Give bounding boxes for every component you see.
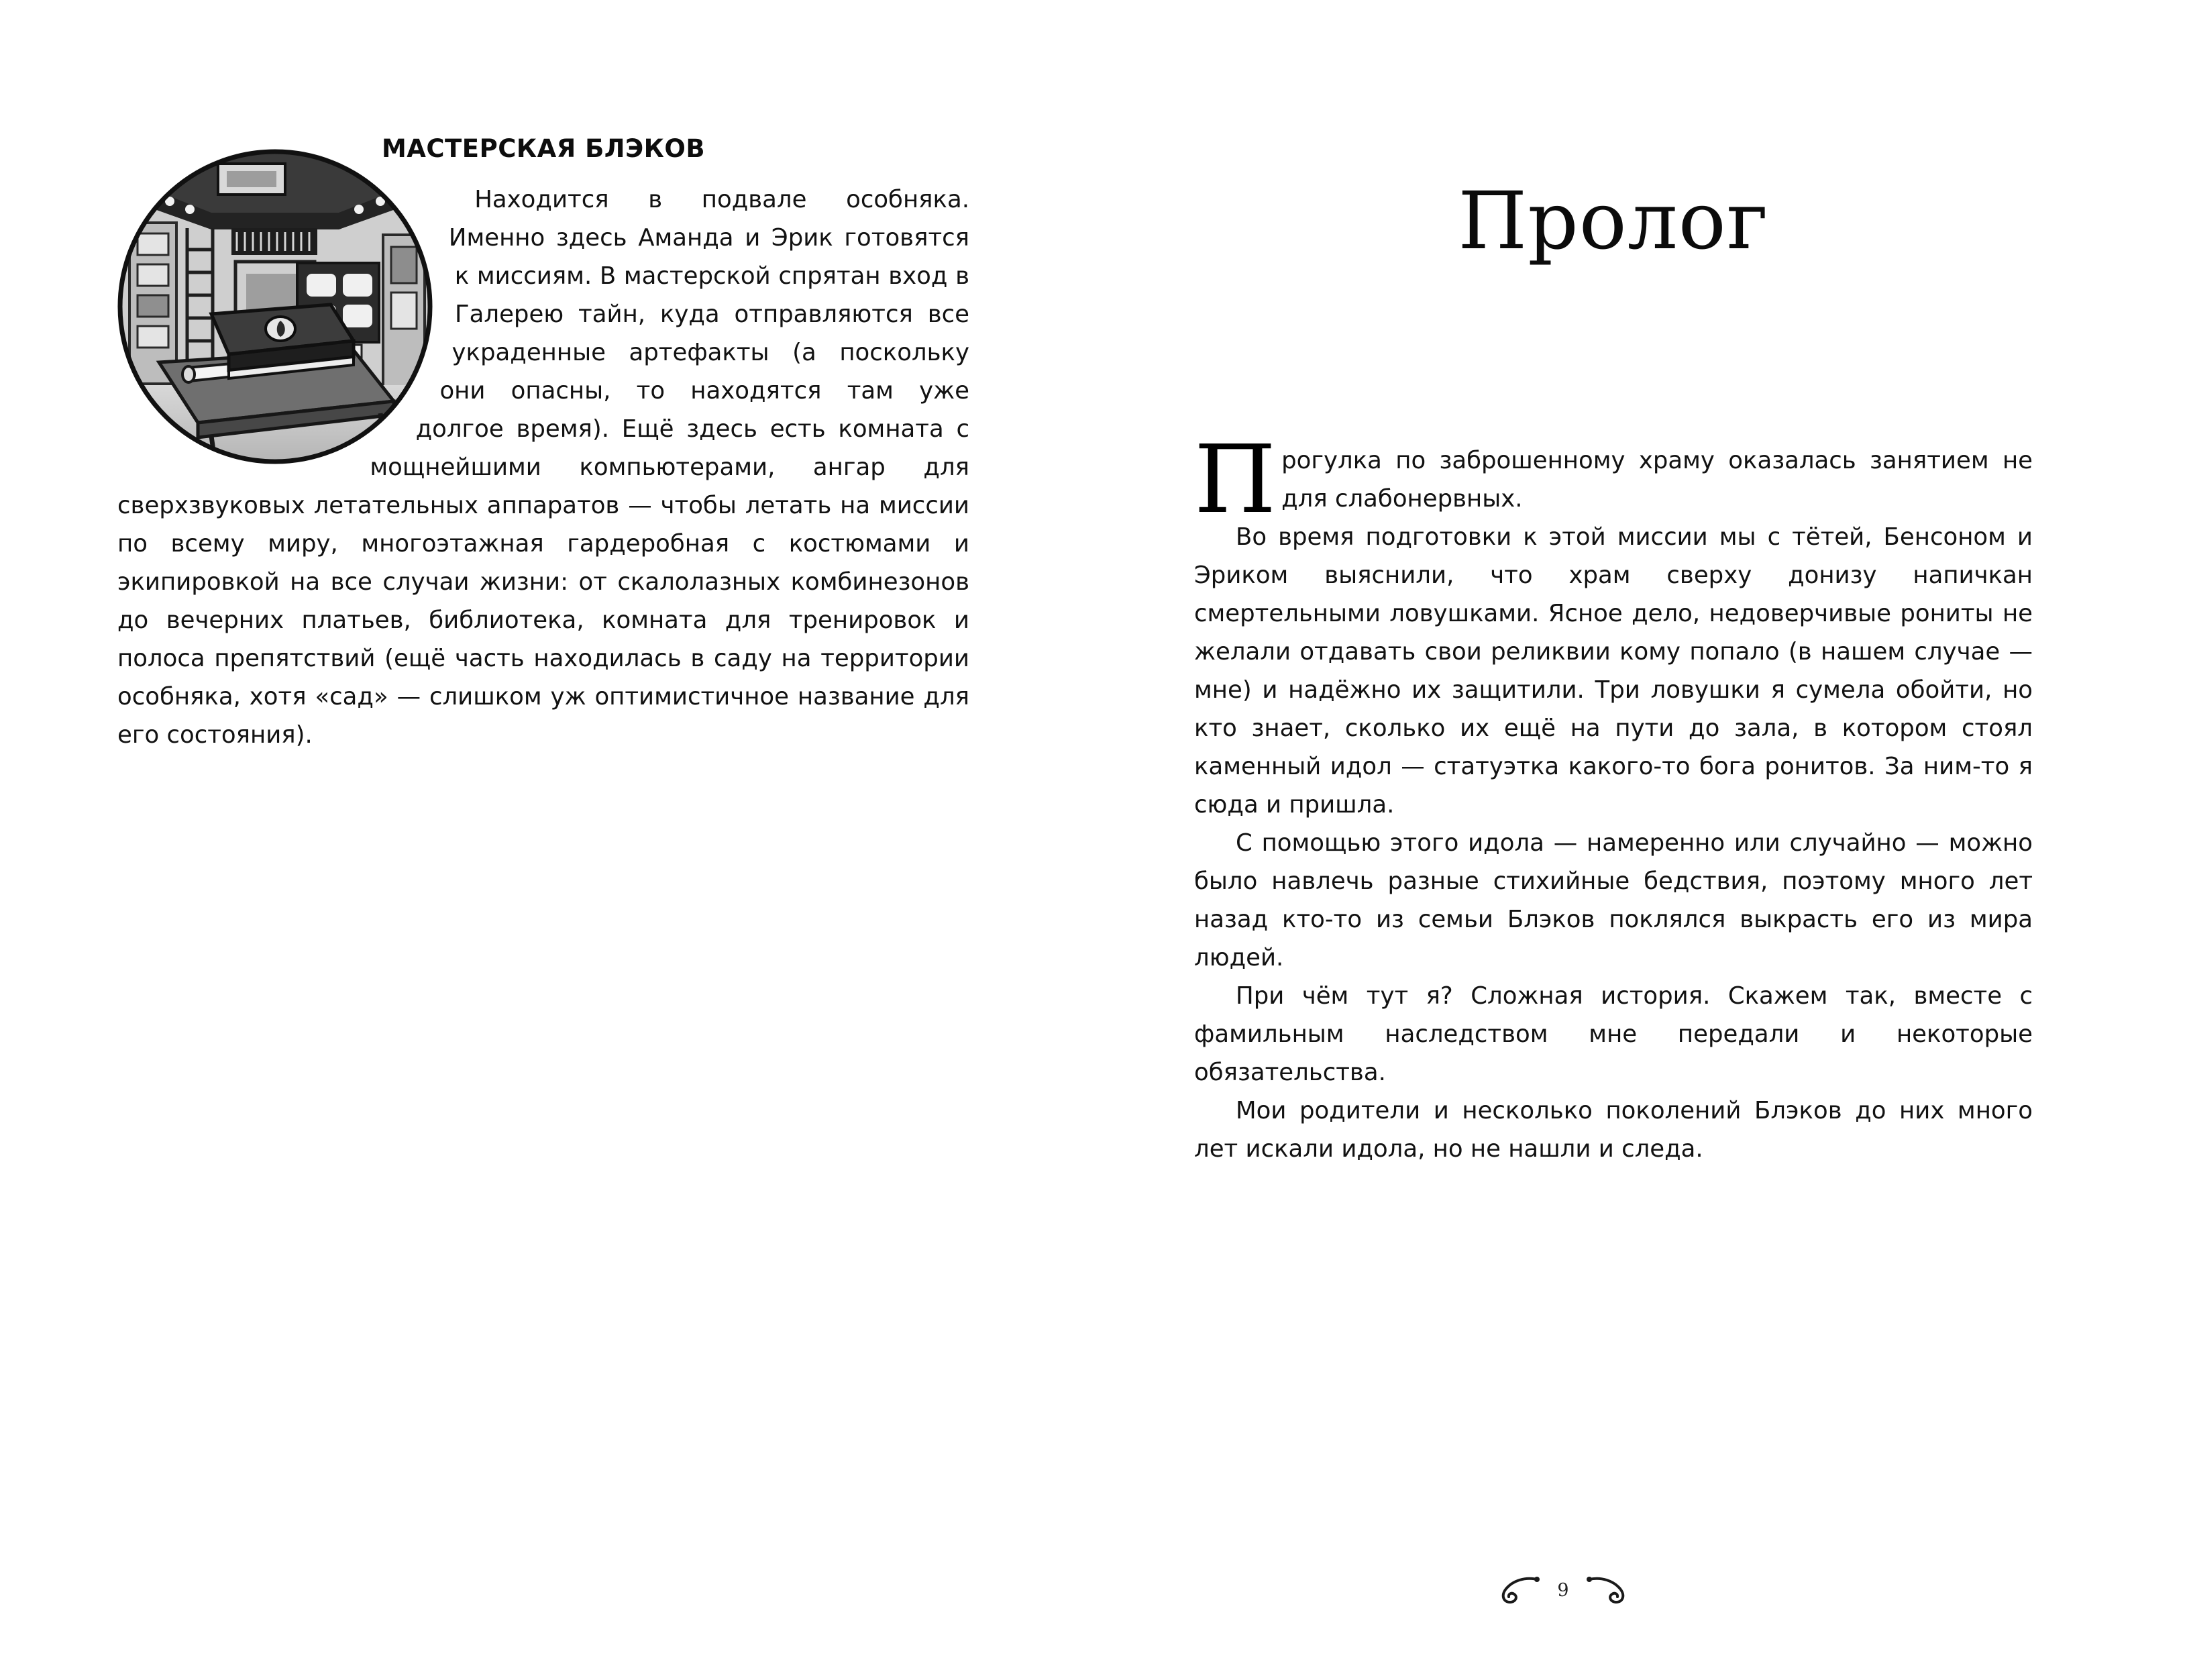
left-page-content [117,134,969,754]
paragraph-2 [1194,518,2033,824]
page-number: 9 [1557,1579,1569,1601]
page-title: Пролог [1458,174,1769,267]
flourish-left-icon [1495,1575,1540,1605]
paragraph-4 [1194,977,2033,1092]
right-page [1094,0,2187,1680]
paragraph-2-text: Во время подготовки к этой миссии мы с тётей, Бенсоном и Эриком выяснили, что храм сверху донизу напичкан смертельными ловушками. Ясное дело, недоверчивые рониты не желали отдавать свои реликвии кому попало (в нашем случае — мне) и надёжно их защитили. Три ловушки я сумела обойти, но кто знает, сколько их ещё на пути до зала, в котором стоял каменный идол — статуэтка какого-то бога ронитов. За ним-то я сюда и пришла. [1194,523,2033,819]
paragraph-5 [1194,1092,2033,1168]
paragraph-1 [1194,425,2033,535]
left-page-body-text: Находится в подвале особняка. Именно здесь Аманда и Эрик готовятся к миссиям. В мастерской спрятан вход в Галерею тайн, куда отправляются все украденные артефакты (а поскольку они опасны, то находятся там уже долгое время). Ещё здесь есть комната с мощнейшими компьютерами, ангар для сверхзвуковых летательных аппаратов — чтобы летать на миссии по всему миру, многоэтажная гардеробная с костюмами и экипировкой на все случаи жизни: от скалолазных комбинезонов до вечерних платьев, библиотека, комната для тренировок и полоса препятствий (ещё часть находилась в саду на территории особняка, хотя «сад» — слишком уж оптимистичное название для его состояния). [117,186,969,749]
section-title: МАСТЕРСКАЯ БЛЭКОВ [381,134,706,163]
paragraph-3-text: С помощью этого идола — намеренно или случайно — можно было навлечь разные стихийные бедствия, поэтому много лет назад кто-то из семьи Блэков поклялся выкрасть его из мира людей. [1194,829,2033,972]
right-page-content [1194,425,2033,1168]
paragraph-3 [1194,824,2033,977]
drop-cap: П [1194,425,1277,535]
paragraph-4-text: При чём тут я? Сложная история. Скажем так, вместе с фамильным наследством мне передали и некоторые обязательства. [1194,982,2033,1086]
folio [1094,1575,2033,1605]
workshop-circular-illustration [117,149,433,464]
paragraph-5-text: Мои родители и несколько поколений Блэков до них много лет искали идола, но не нашли и следа. [1194,1097,2033,1163]
paragraph-1-text: рогулка по заброшенному храму оказалась занятием не для слабонервных. [1281,447,2033,513]
flourish-right-icon [1587,1575,1631,1605]
